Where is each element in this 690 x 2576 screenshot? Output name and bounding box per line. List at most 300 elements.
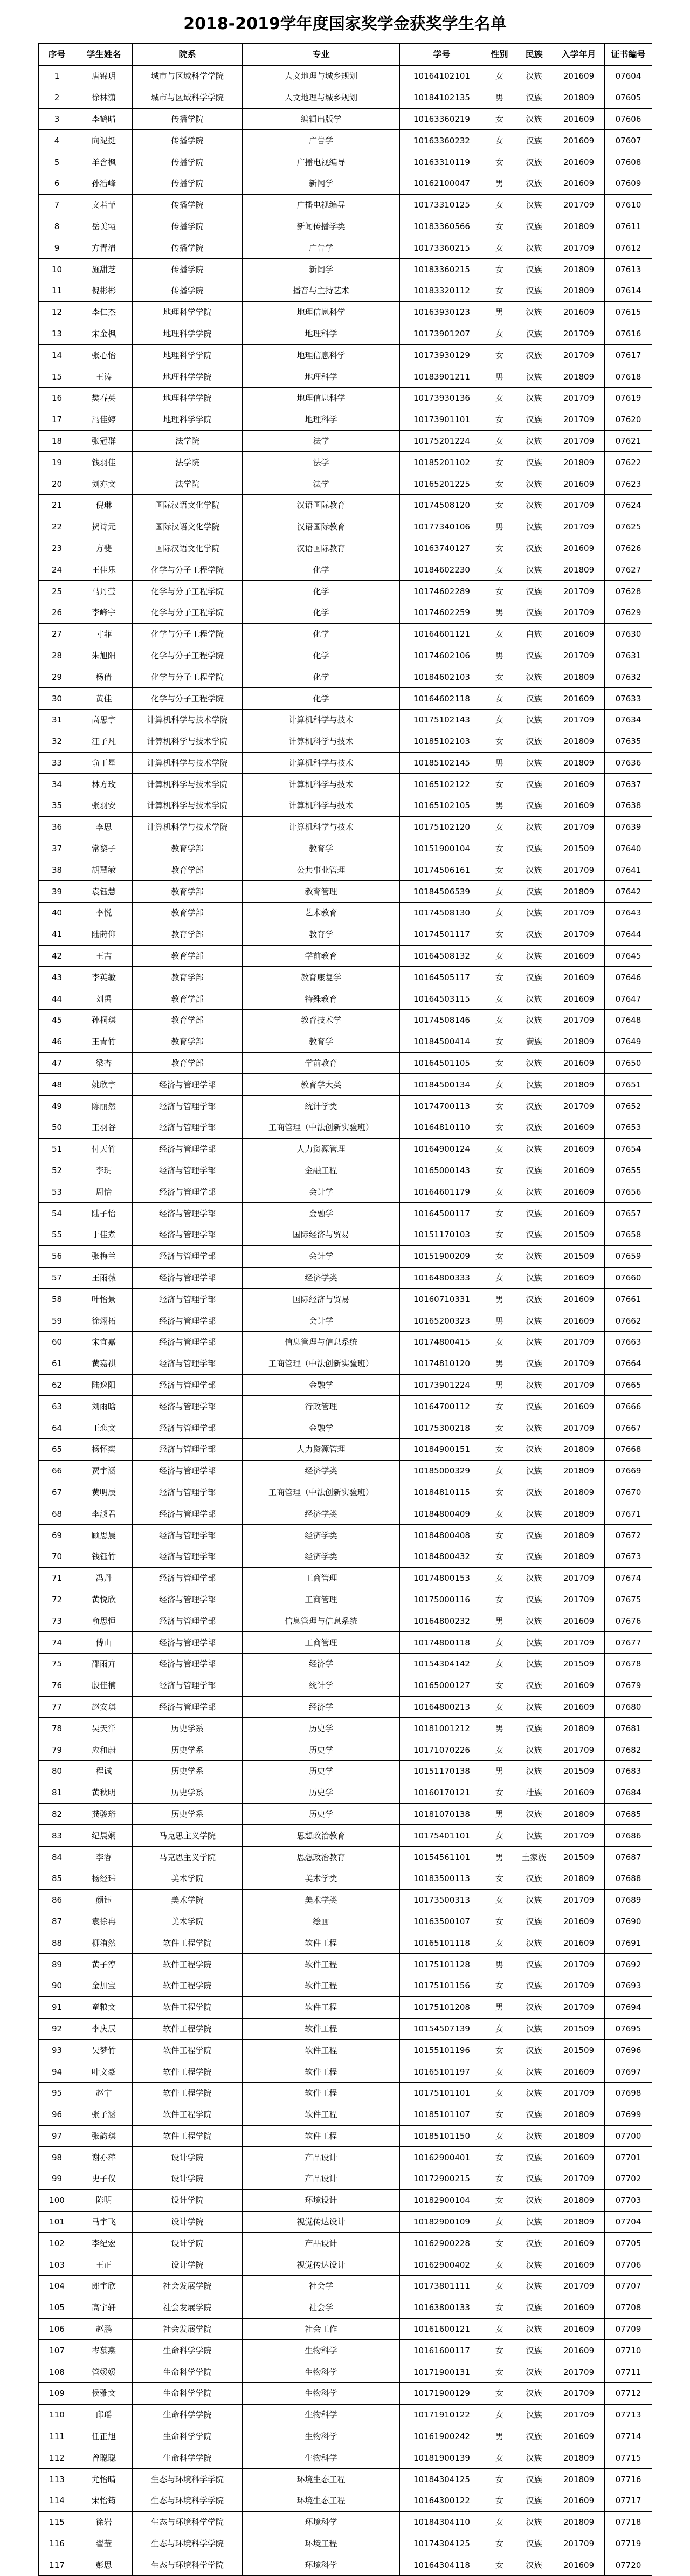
cell-enrollment-date: 201609 [553,538,605,559]
cell-ethnicity: 汉族 [515,1503,553,1525]
cell-major: 地理科学 [243,409,400,430]
cell-student-name: 赵安琪 [75,1696,133,1718]
cell-certificate-number: 07690 [605,1911,652,1932]
cell-department: 设计学院 [133,2233,243,2254]
cell-student-id: 10174602259 [400,602,484,623]
cell-department: 计算机科学与技术学院 [133,774,243,795]
cell-index: 61 [39,1353,75,1374]
cell-certificate-number: 07606 [605,108,652,130]
cell-enrollment-date: 201709 [553,237,605,259]
cell-ethnicity: 汉族 [515,2018,553,2040]
table-row [39,387,652,409]
cell-index: 3 [39,108,75,130]
table-row [39,1417,652,1439]
cell-certificate-number: 07619 [605,387,652,409]
cell-index: 102 [39,2233,75,2254]
cell-department: 软件工程学院 [133,1932,243,1954]
cell-certificate-number: 07618 [605,366,652,388]
cell-ethnicity: 汉族 [515,430,553,452]
cell-department: 经济与管理学部 [133,1525,243,1546]
cell-index: 38 [39,859,75,881]
cell-major: 计算机科学与技术 [243,774,400,795]
cell-index: 35 [39,795,75,817]
table-row [39,581,652,602]
cell-ethnicity: 汉族 [515,1996,553,2018]
cell-certificate-number: 07652 [605,1096,652,1117]
table-row [39,1696,652,1718]
cell-index: 83 [39,1825,75,1847]
cell-major: 环境生态工程 [243,2490,400,2512]
table-row [39,2469,652,2490]
cell-gender: 女 [484,967,515,988]
cell-gender: 女 [484,108,515,130]
cell-gender: 女 [484,1332,515,1353]
cell-major: 汉语国际教育 [243,516,400,538]
cell-enrollment-date: 201809 [553,452,605,473]
cell-department: 经济与管理学部 [133,1589,243,1610]
cell-certificate-number: 07629 [605,602,652,623]
cell-department: 经济与管理学部 [133,1482,243,1503]
cell-department: 化学与分子工程学院 [133,666,243,688]
cell-student-name: 陈丽然 [75,1096,133,1117]
cell-department: 软件工程学院 [133,2040,243,2061]
cell-major: 环境生态工程 [243,2469,400,2490]
cell-department: 教育学部 [133,988,243,1010]
cell-ethnicity: 汉族 [515,1417,553,1439]
cell-index: 65 [39,1439,75,1461]
table-row [39,1181,652,1203]
table-row [39,2318,652,2340]
table-row [39,1031,652,1052]
table-row [39,194,652,216]
table-row [39,1782,652,1803]
table-row [39,559,652,581]
cell-gender: 女 [484,1181,515,1203]
cell-gender: 女 [484,323,515,345]
cell-enrollment-date: 201709 [553,345,605,366]
table-row [39,1224,652,1246]
cell-student-name: 傅山 [75,1632,133,1654]
table-row [39,494,652,516]
cell-major: 广告学 [243,130,400,151]
cell-ethnicity: 汉族 [515,1460,553,1482]
cell-certificate-number: 07621 [605,430,652,452]
cell-enrollment-date: 201809 [553,2189,605,2211]
cell-enrollment-date: 201709 [553,194,605,216]
cell-gender: 女 [484,1868,515,1889]
cell-department: 软件工程学院 [133,1975,243,1996]
cell-ethnicity: 壮族 [515,1782,553,1803]
cell-student-id: 10173930129 [400,345,484,366]
cell-enrollment-date: 201709 [553,409,605,430]
cell-enrollment-date: 201609 [553,1267,605,1289]
cell-department: 法学院 [133,452,243,473]
table-row [39,1289,652,1310]
cell-department: 国际汉语文化学院 [133,494,243,516]
cell-student-name: 王涛 [75,366,133,388]
cell-student-id: 10182900104 [400,2189,484,2211]
cell-student-name: 付天竹 [75,1138,133,1160]
table-row [39,645,652,666]
cell-certificate-number: 07665 [605,1374,652,1396]
cell-department: 传播学院 [133,237,243,259]
cell-ethnicity: 汉族 [515,2426,553,2447]
cell-ethnicity: 汉族 [515,2040,553,2061]
cell-student-id: 10164810110 [400,1117,484,1139]
cell-ethnicity: 汉族 [515,1739,553,1761]
table-row [39,2233,652,2254]
cell-index: 34 [39,774,75,795]
cell-certificate-number: 07673 [605,1546,652,1567]
cell-major: 法学 [243,473,400,495]
table-row [39,173,652,194]
cell-student-id: 10174800153 [400,1567,484,1589]
cell-ethnicity: 汉族 [515,323,553,345]
table-row [39,538,652,559]
cell-certificate-number: 07631 [605,645,652,666]
cell-student-id: 10184500134 [400,1074,484,1096]
cell-major: 化学 [243,581,400,602]
cell-certificate-number: 07672 [605,1525,652,1546]
cell-certificate-number: 07685 [605,1803,652,1825]
cell-gender: 女 [484,1074,515,1096]
cell-student-name: 贾宇涵 [75,1460,133,1482]
cell-student-id: 10185101107 [400,2104,484,2125]
cell-index: 15 [39,366,75,388]
cell-department: 经济与管理学部 [133,1374,243,1396]
cell-gender: 女 [484,1932,515,1954]
cell-certificate-number: 07639 [605,816,652,838]
cell-gender: 男 [484,1374,515,1396]
cell-major: 经济学类 [243,1460,400,1482]
cell-index: 30 [39,688,75,710]
cell-ethnicity: 汉族 [515,173,553,194]
cell-major: 美术学类 [243,1868,400,1889]
cell-student-id: 10185000329 [400,1460,484,1482]
table-row [39,2211,652,2233]
cell-enrollment-date: 201709 [553,924,605,945]
cell-enrollment-date: 201709 [553,1975,605,1996]
cell-department: 历史学系 [133,1782,243,1803]
cell-major: 软件工程 [243,2040,400,2061]
cell-department: 经济与管理学部 [133,1396,243,1417]
cell-ethnicity: 汉族 [515,988,553,1010]
cell-department: 经济与管理学部 [133,1353,243,1374]
table-row [39,2104,652,2125]
cell-major: 软件工程 [243,2082,400,2104]
cell-student-id: 10172900215 [400,2168,484,2190]
cell-certificate-number: 07720 [605,2554,652,2576]
cell-index: 23 [39,538,75,559]
cell-department: 软件工程学院 [133,2082,243,2104]
cell-index: 63 [39,1396,75,1417]
cell-gender: 女 [484,1525,515,1546]
cell-index: 6 [39,173,75,194]
cell-certificate-number: 07676 [605,1610,652,1632]
cell-student-id: 10183500113 [400,1868,484,1889]
cell-certificate-number: 07635 [605,731,652,752]
cell-gender: 女 [484,494,515,516]
cell-major: 人文地理与城乡规划 [243,66,400,87]
cell-index: 22 [39,516,75,538]
cell-ethnicity: 汉族 [515,1181,553,1203]
cell-major: 环境科学 [243,2511,400,2533]
cell-enrollment-date: 201509 [553,2018,605,2040]
cell-student-name: 钱钰竹 [75,1546,133,1567]
cell-student-name: 邱瑶 [75,2404,133,2426]
cell-student-name: 于佳煮 [75,1224,133,1246]
table-row [39,2533,652,2554]
cell-certificate-number: 07615 [605,301,652,323]
cell-enrollment-date: 201709 [553,2383,605,2405]
cell-index: 50 [39,1117,75,1139]
cell-index: 96 [39,2104,75,2125]
cell-enrollment-date: 201709 [553,1632,605,1654]
cell-ethnicity: 汉族 [515,66,553,87]
cell-major: 法学 [243,430,400,452]
cell-index: 62 [39,1374,75,1396]
cell-major: 特殊教育 [243,988,400,1010]
cell-student-name: 李仁杰 [75,301,133,323]
table-row [39,709,652,731]
cell-index: 52 [39,1160,75,1181]
cell-major: 教育学 [243,1031,400,1052]
cell-certificate-number: 07668 [605,1439,652,1461]
cell-student-id: 10154507139 [400,2018,484,2040]
cell-certificate-number: 07714 [605,2426,652,2447]
cell-enrollment-date: 201609 [553,774,605,795]
cell-index: 76 [39,1675,75,1696]
cell-major: 软件工程 [243,1954,400,1975]
cell-index: 31 [39,709,75,731]
cell-ethnicity: 汉族 [515,452,553,473]
cell-gender: 女 [484,1396,515,1417]
cell-student-name: 俞丁星 [75,752,133,774]
cell-student-id: 10184800409 [400,1503,484,1525]
cell-department: 社会发展学院 [133,2297,243,2318]
table-row [39,1975,652,1996]
cell-index: 104 [39,2276,75,2297]
cell-certificate-number: 07612 [605,237,652,259]
cell-certificate-number: 07614 [605,280,652,301]
cell-enrollment-date: 201709 [553,1332,605,1353]
cell-student-id: 10164601121 [400,623,484,645]
cell-enrollment-date: 201609 [553,2254,605,2276]
table-row [39,1610,652,1632]
cell-enrollment-date: 201709 [553,645,605,666]
cell-enrollment-date: 201609 [553,108,605,130]
table-row [39,1396,652,1417]
cell-gender: 女 [484,2254,515,2276]
cell-certificate-number: 07660 [605,1267,652,1289]
cell-student-id: 10151900209 [400,1245,484,1267]
cell-index: 91 [39,1996,75,2018]
cell-ethnicity: 汉族 [515,2276,553,2297]
cell-student-name: 张子涵 [75,2104,133,2125]
table-row [39,2383,652,2405]
cell-major: 产品设计 [243,2233,400,2254]
cell-enrollment-date: 201709 [553,1954,605,1975]
cell-gender: 女 [484,559,515,581]
cell-enrollment-date: 201709 [553,2404,605,2426]
cell-student-name: 王吉 [75,945,133,967]
cell-gender: 女 [484,1653,515,1675]
cell-ethnicity: 汉族 [515,1203,553,1224]
cell-certificate-number: 07644 [605,924,652,945]
cell-index: 20 [39,473,75,495]
cell-enrollment-date: 201809 [553,1439,605,1461]
cell-student-id: 10175201224 [400,430,484,452]
cell-student-id: 10164601179 [400,1181,484,1203]
cell-student-id: 10151170103 [400,1224,484,1246]
table-row [39,988,652,1010]
cell-student-name: 唐锦玥 [75,66,133,87]
cell-department: 法学院 [133,473,243,495]
table-row [39,731,652,752]
cell-enrollment-date: 201609 [553,2340,605,2361]
cell-certificate-number: 07669 [605,1460,652,1482]
cell-ethnicity: 汉族 [515,2447,553,2469]
cell-certificate-number: 07624 [605,494,652,516]
cell-gender: 女 [484,1439,515,1461]
cell-enrollment-date: 201709 [553,1353,605,1374]
cell-index: 71 [39,1567,75,1589]
table-row [39,1010,652,1031]
cell-ethnicity: 汉族 [515,774,553,795]
table-row [39,280,652,301]
cell-enrollment-date: 201709 [553,1889,605,1911]
cell-major: 化学 [243,645,400,666]
cell-student-name: 倪琳 [75,494,133,516]
cell-ethnicity: 汉族 [515,1803,553,1825]
cell-certificate-number: 07704 [605,2211,652,2233]
cell-enrollment-date: 201709 [553,2533,605,2554]
cell-enrollment-date: 201609 [553,1675,605,1696]
cell-department: 传播学院 [133,280,243,301]
table-row [39,1138,652,1160]
cell-major: 人文地理与城乡规划 [243,87,400,108]
cell-enrollment-date: 201809 [553,1460,605,1482]
cell-major: 产品设计 [243,2147,400,2168]
cell-student-name: 宋怡筠 [75,2490,133,2512]
cell-major: 会计学 [243,1245,400,1267]
table-row [39,1632,652,1654]
cell-major: 工商管理（中法创新实验班） [243,1353,400,1374]
table-row [39,2147,652,2168]
cell-enrollment-date: 201709 [553,2168,605,2190]
cell-student-name: 梁杏 [75,1052,133,1074]
cell-major: 生物科学 [243,2447,400,2469]
cell-gender: 男 [484,1353,515,1374]
table-row [39,2061,652,2083]
cell-student-name: 陆莳仰 [75,924,133,945]
cell-enrollment-date: 201609 [553,1138,605,1160]
cell-department: 经济与管理学部 [133,1546,243,1567]
cell-student-name: 黄子淳 [75,1954,133,1975]
cell-department: 美术学院 [133,1868,243,1889]
cell-enrollment-date: 201809 [553,366,605,388]
cell-student-id: 10181001212 [400,1718,484,1739]
cell-ethnicity: 汉族 [515,1010,553,1031]
cell-student-name: 冯丹 [75,1567,133,1589]
cell-certificate-number: 07645 [605,945,652,967]
cell-student-id: 10163800133 [400,2297,484,2318]
cell-department: 生态与环境科学学院 [133,2511,243,2533]
cell-gender: 女 [484,259,515,280]
cell-ethnicity: 汉族 [515,1396,553,1417]
cell-student-id: 10185102103 [400,731,484,752]
cell-department: 经济与管理学部 [133,1289,243,1310]
cell-certificate-number: 07703 [605,2189,652,2211]
cell-student-name: 羊含枫 [75,151,133,173]
cell-ethnicity: 汉族 [515,1653,553,1675]
cell-enrollment-date: 201509 [553,1847,605,1868]
cell-certificate-number: 07634 [605,709,652,731]
cell-major: 生物科学 [243,2361,400,2383]
cell-major: 广告学 [243,237,400,259]
cell-certificate-number: 07713 [605,2404,652,2426]
cell-index: 18 [39,430,75,452]
cell-enrollment-date: 201809 [553,1031,605,1052]
cell-gender: 女 [484,216,515,237]
cell-certificate-number: 07610 [605,194,652,216]
cell-certificate-number: 07662 [605,1310,652,1332]
cell-certificate-number: 07698 [605,2082,652,2104]
cell-gender: 女 [484,1589,515,1610]
cell-student-name: 管媛媛 [75,2361,133,2383]
cell-certificate-number: 07626 [605,538,652,559]
cell-department: 设计学院 [133,2147,243,2168]
cell-ethnicity: 汉族 [515,1160,553,1181]
cell-enrollment-date: 201509 [553,2040,605,2061]
cell-index: 59 [39,1310,75,1332]
cell-certificate-number: 07674 [605,1567,652,1589]
cell-student-id: 10184900151 [400,1439,484,1461]
cell-index: 57 [39,1267,75,1289]
cell-ethnicity: 汉族 [515,1675,553,1696]
cell-gender: 男 [484,752,515,774]
table-row [39,1052,652,1074]
cell-index: 13 [39,323,75,345]
cell-index: 36 [39,816,75,838]
cell-student-id: 10164800232 [400,1610,484,1632]
cell-enrollment-date: 201809 [553,1718,605,1739]
cell-certificate-number: 07630 [605,623,652,645]
table-row [39,881,652,903]
cell-student-name: 汪子凡 [75,731,133,752]
cell-student-name: 岑慕燕 [75,2340,133,2361]
cell-certificate-number: 07693 [605,1975,652,1996]
cell-certificate-number: 07643 [605,903,652,924]
cell-department: 生命科学学院 [133,2340,243,2361]
cell-student-name: 顾思晨 [75,1525,133,1546]
cell-major: 信息管理与信息系统 [243,1610,400,1632]
cell-gender: 女 [484,2533,515,2554]
cell-enrollment-date: 201809 [553,2104,605,2125]
cell-major: 社会学 [243,2297,400,2318]
cell-ethnicity: 汉族 [515,194,553,216]
cell-major: 国际经济与贸易 [243,1289,400,1310]
cell-enrollment-date: 201709 [553,494,605,516]
cell-major: 软件工程 [243,2018,400,2040]
table-row [39,2490,652,2512]
cell-certificate-number: 07679 [605,1675,652,1696]
table-row [39,473,652,495]
cell-department: 传播学院 [133,216,243,237]
cell-gender: 女 [484,945,515,967]
cell-ethnicity: 汉族 [515,2297,553,2318]
cell-department: 经济与管理学部 [133,1224,243,1246]
